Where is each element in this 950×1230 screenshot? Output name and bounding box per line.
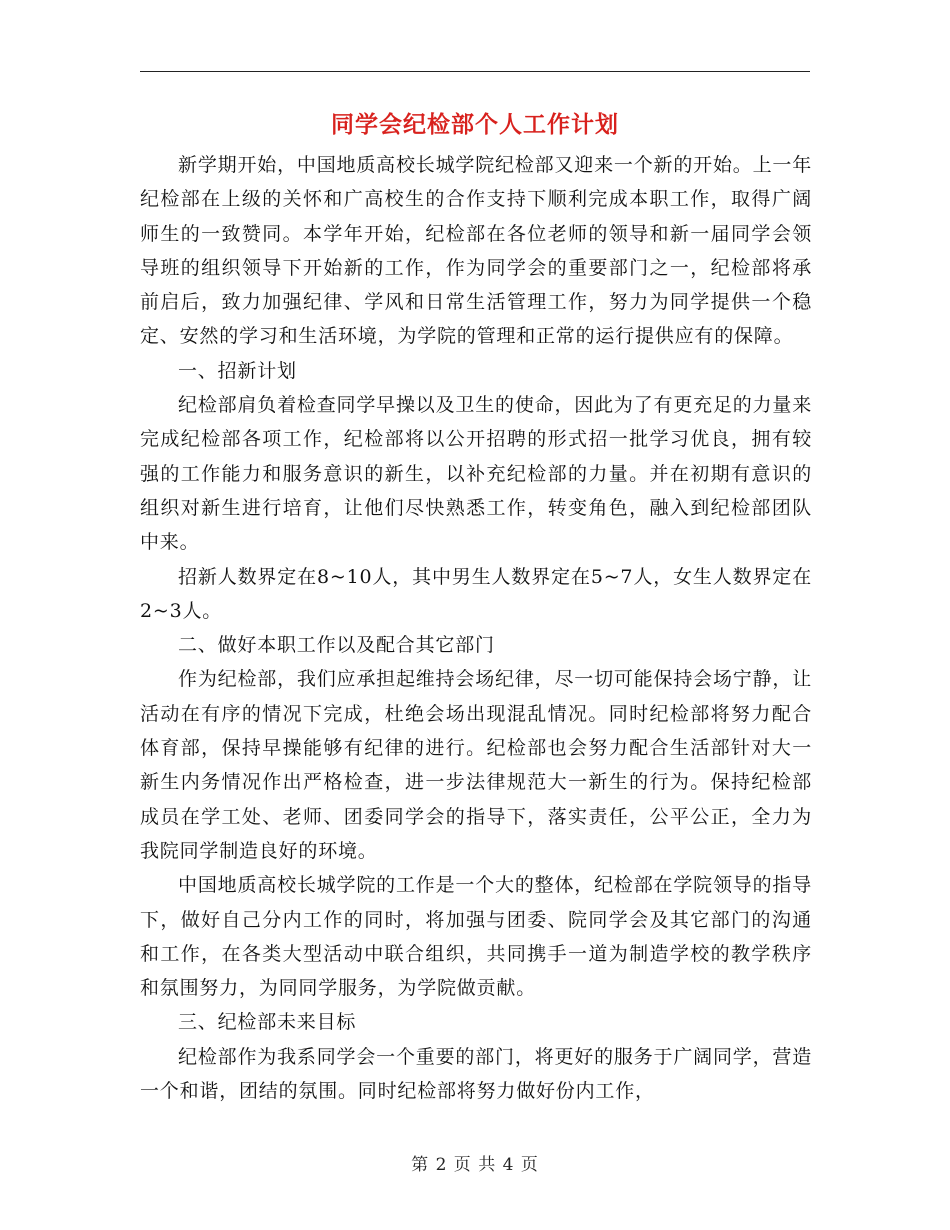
page-number-footer: 第 2 页 共 4 页 xyxy=(411,1155,539,1175)
document-body xyxy=(140,148,812,1108)
recruitment-paragraph: 纪检部肩负着检查同学早操以及卫生的使命，因此为了有更充足的力量来完成纪检部各项工作，纪检部将以公开招聘的形式招一批学习优良，拥有较强的工作能力和服务意识的新生，以补充纪检部的力量。并在初期有意识的组织对新生进行培育，让他们尽快熟悉工作，转变角色，融入到纪检部团队中来。 xyxy=(140,394,812,554)
recruitment-quota-paragraph: 招新人数界定在8~10人，其中男生人数界定在5~7人，女生人数界定在2~3人。 xyxy=(140,565,812,622)
goals-paragraph: 纪检部作为我系同学会一个重要的部门，将更好的服务于广阔同学，营造一个和谐，团结的氛围。同时纪检部将努力做好份内工作， xyxy=(140,1045,812,1103)
header-rule xyxy=(140,71,810,72)
duties-paragraph: 作为纪检部，我们应承担起维持会场纪律，尽一切可能保持会场宁静，让活动在有序的情况下完成，杜绝会场出现混乱情况。同时纪检部将努力配合体育部，保持早操能够有纪律的进行。纪检部也会努力配合生活部针对大一新生内务情况作出严格检查，进一步法律规范大一新生的行为。保持纪检部成员在学工处、老师、团委同学会的指导下，落实责任，公平公正，全力为我院同学制造良好的环境。 xyxy=(140,668,812,862)
document-title: 同学会纪检部个人工作计划 xyxy=(331,111,619,138)
section-heading-recruitment: 一、招新计划 xyxy=(178,359,297,382)
section-heading-duties: 二、做好本职工作以及配合其它部门 xyxy=(178,634,495,657)
cooperation-paragraph: 中国地质高校长城学院的工作是一个大的整体，纪检部在学院领导的指导下，做好自己分内工作的同时，将加强与团委、院同学会及其它部门的沟通和工作，在各类大型活动中联合组织，共同携手一道为制造学校的教学秩序和氛围努力，为同同学服务，为学院做贡献。 xyxy=(140,874,812,1000)
section-heading-goals: 三、纪检部未来目标 xyxy=(178,1011,357,1034)
intro-paragraph: 新学期开始，中国地质高校长城学院纪检部又迎来一个新的开始。上一年纪检部在上级的关怀和广高校生的合作支持下顺利完成本职工作，取得广阔师生的一致赞同。本学年开始，纪检部在各位老师的领导和新一届同学会领导班的组织领导下开始新的工作，作为同学会的重要部门之一，纪检部将承前启后，致力加强纪律、学风和日常生活管理工作，努力为同学提供一个稳定、安然的学习和生活环境，为学院的管理和正常的运行提供应有的保障。 xyxy=(140,154,812,348)
